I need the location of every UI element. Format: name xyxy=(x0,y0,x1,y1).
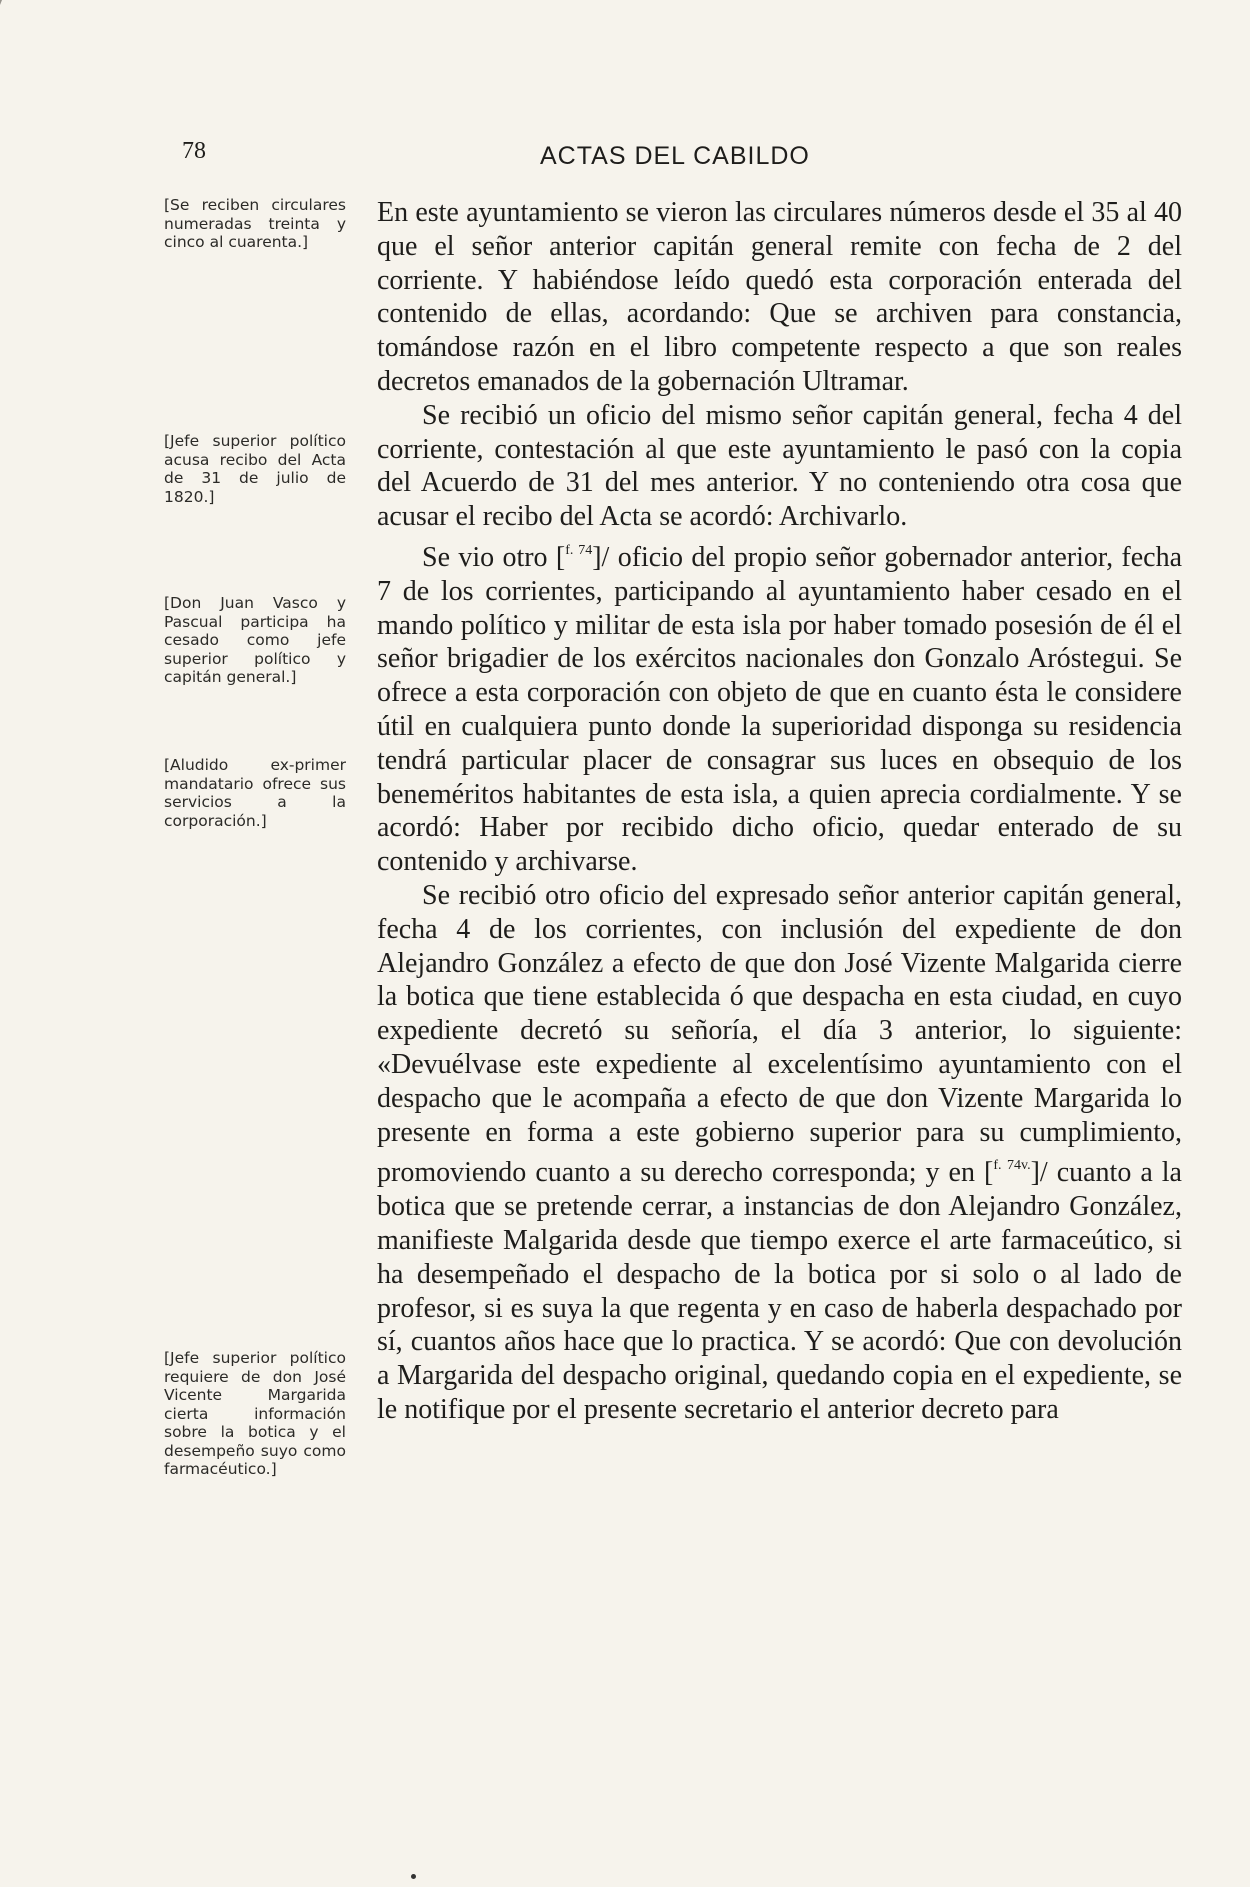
paragraph: En este ayuntamiento se vieron las circulares números desde el 35 al 40 que el señor anterior capitán general remite con fecha de 2 del corriente. Y habiéndose leído quedó esta corporación enterada del contenido de ellas, acordando: Que se archiven para constancia, tomándose razón en el libro competente respecto a que son reales decretos emanados de la gobernación Ultramar. xyxy=(377,197,1182,397)
margin-note-circulares: [Se reciben circulares numeradas treinta y cinco al cuarenta.] xyxy=(164,196,346,251)
ref-bracket-close: ]/ xyxy=(1030,1157,1048,1189)
paragraph-text: Se vio otro xyxy=(422,541,548,573)
page-speck xyxy=(411,1874,416,1879)
margin-note-servicios: [Aludido ex-primer mandatario ofrece sus servicios a la corporación.] xyxy=(164,756,346,830)
page-number: 78 xyxy=(182,138,206,164)
margin-note-botica: [Jefe superior político requiere de don José Vicente Margarida cierta información sobre la botica y el desempeño suyo como farmacéutico.] xyxy=(164,1349,346,1478)
folio-reference xyxy=(556,542,609,573)
paragraph-text: Se recibió otro oficio del expresado señor anterior capitán general, fecha 4 de los corrientes, con inclusión del expediente de don Alejandro González a efecto de que don José Vizente Malgarida cierre la botica que tiene establecida ó que despacha en esta ciudad, en cuyo expediente decretó su señoría, el día 3 anterior, lo siguiente: «Devuélvase este expediente al excelentísimo ayuntamiento con el despacho que le acompaña a efecto de que don Vizente Margarida lo presente en forma a este gobierno superior para su cumplimiento, promoviendo cuanto a su derecho corresponda; y en xyxy=(377,879,1182,1189)
page-corner-mark xyxy=(0,0,24,52)
folio-number: f. 74v. xyxy=(993,1158,1031,1174)
paragraph xyxy=(377,534,1182,879)
running-title: ACTAS DEL CABILDO xyxy=(540,142,810,170)
ref-bracket-open: [ xyxy=(555,541,566,573)
margin-note-cese: [Don Juan Vasco y Pascual participa ha cesado como jefe superior político y capitán general.] xyxy=(164,594,346,686)
ref-bracket-close: ]/ xyxy=(592,541,610,573)
paragraph: Se recibió un oficio del mismo señor capitán general, fecha 4 del corriente, contestación al que este ayuntamiento le pasó con la copia del Acuerdo de 31 del mes anterior. Y no conteniendo otra cosa que acusar el recibo del Acta se acordó: Archivarlo. xyxy=(377,399,1182,533)
body-text xyxy=(377,196,1182,1427)
paragraph-text: cuanto a la botica que se pretende cerrar, a instancias de don Alejandro González, manifieste Malgarida desde que tiempo exerce el arte farmaceútico, si ha desempeñado el despacho de la botica por si solo o al lado de profesor, si es suya la que regenta y en caso de haberla despachado por sí, cuantos años hace que lo practica. Y se acordó: Que con devolución a Margarida del despacho original, quedando copia en el expediente, se le notifique por el presente secretario el anterior decreto para xyxy=(377,1157,1182,1425)
folio-number: f. 74 xyxy=(565,542,593,558)
paragraph xyxy=(377,879,1182,1427)
folio-reference xyxy=(984,1157,1048,1188)
margin-note-acta-recibo: [Jefe superior político acusa recibo del Acta de 31 de julio de 1820.] xyxy=(164,432,346,506)
paragraph-text: oficio del propio señor gobernador anterior, fecha 7 de los corrientes, participando al ayuntamiento haber cesado en el mando político y militar de esta isla por haber tomado posesión de él el señor brigadier de los exércitos nacionales don Gonzalo Aróstegui. Se ofrece a esta corporación con objeto de que en cuanto ésta le considere útil en cualquiera punto donde la superioridad disponga su residencia tendrá particular placer de consagrar sus luces en obsequio de los beneméritos habitantes de esta isla, a quien aprecia cordialmente. Y se acordó: Haber por recibido dicho oficio, quedar enterado de su contenido y archivarse. xyxy=(377,541,1183,878)
ref-bracket-open: [ xyxy=(983,1157,994,1189)
